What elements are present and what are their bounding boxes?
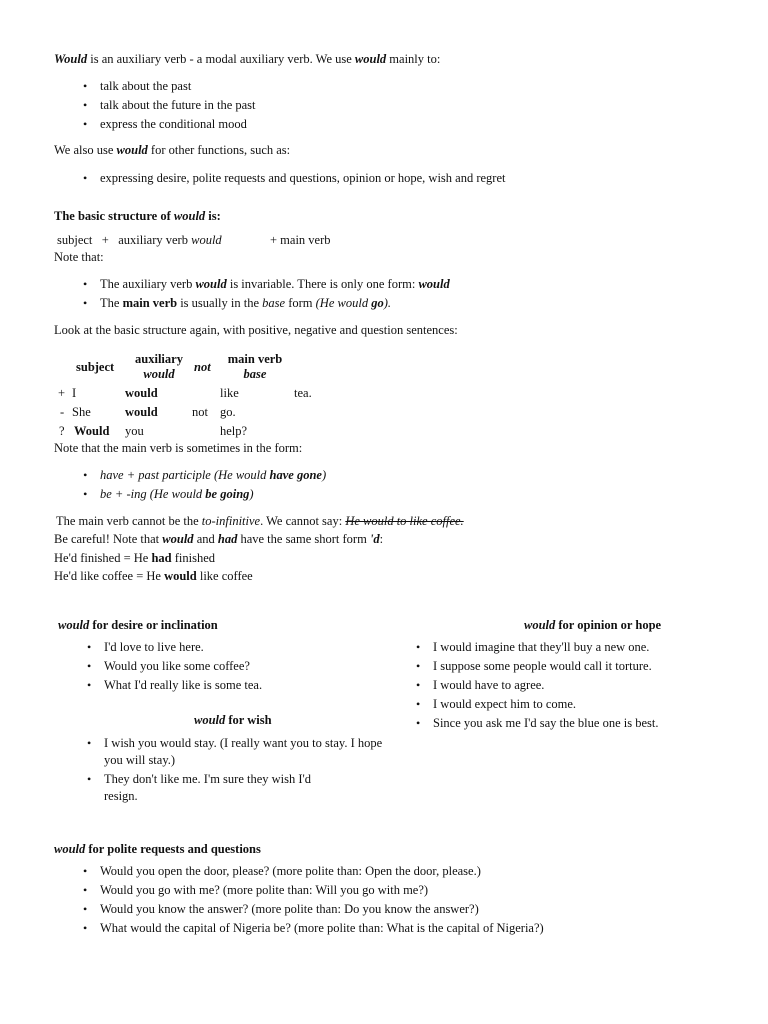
table-cell-main: like — [220, 386, 239, 400]
list-item: • Would you know the answer? (more polite than: Do you know the answer?) — [80, 900, 544, 919]
opinion-list — [413, 638, 658, 733]
list-item: • talk about the future in the past — [80, 96, 256, 115]
careful-line-3: He'd finished = He had finished — [54, 551, 216, 565]
table-cell-object: tea. — [294, 386, 312, 400]
table-cell-subject: I — [72, 386, 77, 400]
list-item: • Would you open the door, please? (more polite than: Open the door, please.) — [80, 862, 544, 881]
table-cell-sign: ? — [59, 424, 65, 438]
table-cell-sign: - — [60, 405, 65, 419]
list-item: • be + -ing (He would be going) — [80, 485, 326, 504]
careful-line-1: The main verb cannot be the to-infinitive. We cannot say: He would to like coffee. — [56, 514, 464, 528]
list-item: • I wish you would stay. (I really want you to stay. I hope you will stay.) — [84, 735, 384, 769]
table-cell-sign: + — [58, 386, 66, 400]
table-header-not: not — [194, 360, 211, 374]
list-item: • expressing desire, polite requests and questions, opinion or hope, wish and regret — [80, 169, 505, 188]
list-item: • They don't like me. I'm sure they wish I'd resign. — [84, 771, 344, 805]
list-item: • have + past participle (He would have gone) — [80, 466, 326, 485]
structure-formula: subject + auxiliary verb would — [57, 233, 222, 247]
wish-heading: would for wish — [194, 713, 272, 727]
table-cell-subject: Would — [74, 424, 110, 438]
list-item: • express the conditional mood — [80, 115, 256, 134]
polite-heading: would for polite requests and questions — [54, 842, 261, 856]
desire-heading: would for desire or inclination — [58, 618, 218, 632]
table-cell-not: not — [192, 405, 208, 419]
careful-line-2: Be careful! Note that would and had have the same short form 'd: — [54, 532, 384, 546]
structure-heading: The basic structure of would is: — [54, 209, 221, 223]
look-paragraph: Look at the basic structure again, with positive, negative and question sentences: — [54, 323, 458, 337]
structure-table — [54, 350, 384, 442]
polite-list — [80, 862, 544, 938]
list-item: • I would imagine that they'll buy a new one. — [413, 638, 658, 657]
forms-intro: Note that the main verb is sometimes in the form: — [54, 441, 303, 455]
careful-line-4: He'd like coffee = He would like coffee — [54, 569, 253, 583]
table-header-main-verb: main verb base — [227, 352, 283, 381]
list-item: • What would the capital of Nigeria be? (more polite than: What is the capital of Nigeria?) — [80, 919, 544, 938]
structure-formula-end: + main verb — [270, 233, 331, 247]
intro-paragraph: Would is an auxiliary verb - a modal auxiliary verb. We use would mainly to: — [54, 52, 441, 66]
list-item: • Would you like some coffee? — [84, 657, 262, 676]
forms-list — [80, 466, 326, 504]
intro-would: Would — [54, 52, 88, 66]
table-cell-main: help? — [220, 424, 248, 438]
list-item: • The auxiliary verb would is invariable. There is only one form: would — [80, 275, 450, 294]
table-header-auxiliary: auxiliary would — [135, 352, 183, 381]
table-cell-aux: would — [125, 405, 158, 419]
list-item: • I'd love to live here. — [84, 638, 262, 657]
list-item: • Would you go with me? (more polite than: Will you go with me?) — [80, 881, 544, 900]
list-item: • I suppose some people would call it torture. — [413, 657, 658, 676]
table-cell-aux: you — [125, 424, 144, 438]
notes-list — [80, 275, 450, 313]
list-item: • What I'd really like is some tea. — [84, 676, 262, 695]
list-item: • The main verb is usually in the base form (He would go). — [80, 294, 450, 313]
other-functions-paragraph: We also use would for other functions, such as: — [54, 143, 291, 157]
list-item: • I would expect him to come. — [413, 695, 658, 714]
table-cell-main: go. — [220, 405, 236, 419]
table-cell-subject: She — [72, 405, 91, 419]
main-uses-list — [80, 77, 256, 134]
list-item: • Since you ask me I'd say the blue one is best. — [413, 714, 658, 733]
wish-list — [84, 735, 384, 807]
table-header-subject: subject — [76, 360, 115, 374]
list-item: • talk about the past — [80, 77, 256, 96]
table-cell-aux: would — [125, 386, 158, 400]
desire-list — [84, 638, 262, 695]
opinion-heading: would for opinion or hope — [524, 618, 662, 632]
note-that-label: Note that: — [54, 250, 104, 264]
list-item: • I would have to agree. — [413, 676, 658, 695]
other-uses-list — [80, 169, 505, 188]
